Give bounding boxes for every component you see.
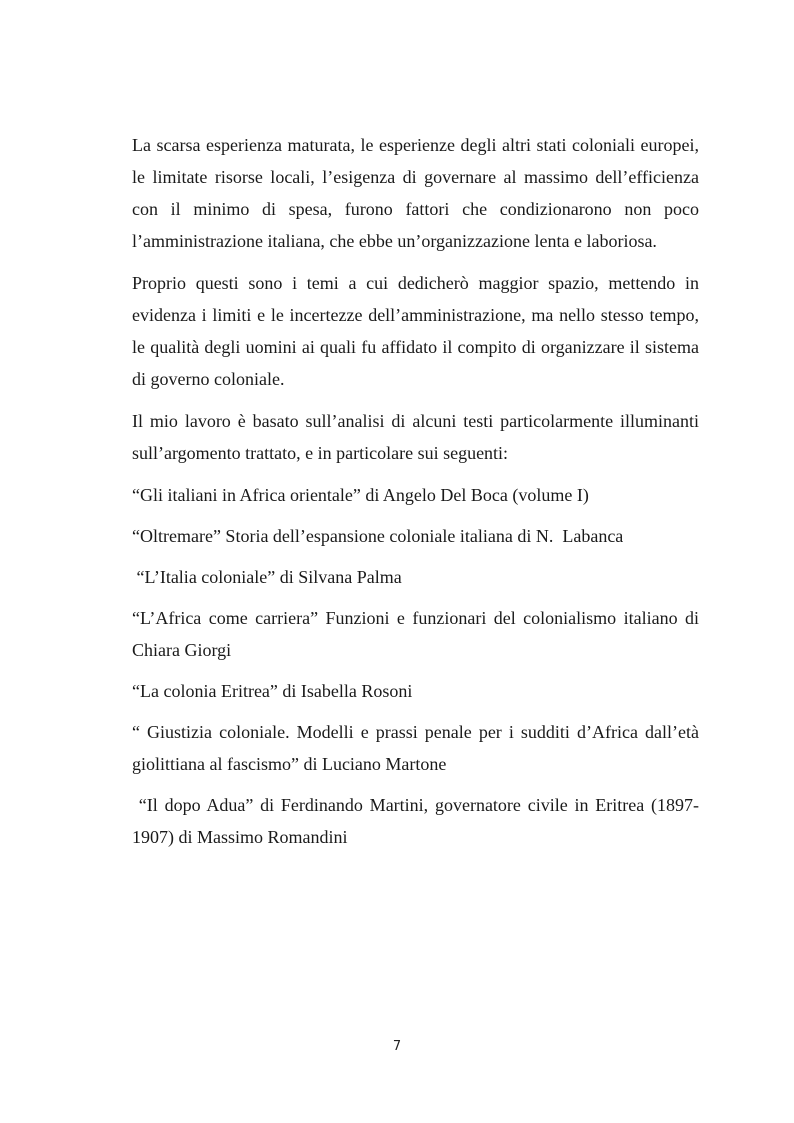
paragraph-sources: Il mio lavoro è basato sull’analisi di alcuni testi particolarmente illuminanti sull’argomento trattato, e in particolare sui seguenti: — [132, 411, 699, 463]
reference-item: “La colonia Eritrea” di Isabella Rosoni — [132, 681, 413, 701]
reference-item: “ Giustizia coloniale. Modelli e prassi penale per i sudditi d’Africa dall’età giolittiana al fascismo” di Luciano Martone — [132, 722, 704, 774]
reference-item: “L’Africa come carriera” Funzioni e funzionari del colonialismo italiano di Chiara Giorgi — [132, 608, 704, 660]
reference-item: “Oltremare” Storia dell’espansione coloniale italiana di N. Labanca — [132, 526, 624, 546]
reference-item: “L’Italia coloniale” di Silvana Palma — [132, 567, 402, 587]
body-text — [132, 129, 704, 862]
reference-item: “Il dopo Adua” di Ferdinando Martini, governatore civile in Eritrea (1897-1907) di Massimo Romandini — [132, 795, 700, 847]
paragraph-intro: La scarsa esperienza maturata, le esperienze degli altri stati coloniali europei, le limitate risorse locali, l’esigenza di governare al massimo dell’efficienza con il minimo di spesa, furono fattori che condizionarono non poco l’amministrazione italiana, che ebbe un’organizzazione lenta e laboriosa. — [132, 135, 699, 251]
paragraph-themes: Proprio questi sono i temi a cui dedicherò maggior spazio, mettendo in evidenza i limiti e le incertezze dell’amministrazione, ma nello stesso tempo, le qualità degli uomini ai quali fu affidato il compito di organizzare il sistema di governo coloniale. — [132, 273, 699, 389]
reference-item: “Gli italiani in Africa orientale” di Angelo Del Boca (volume I) — [132, 485, 589, 505]
page-number: 7 — [392, 1039, 402, 1054]
